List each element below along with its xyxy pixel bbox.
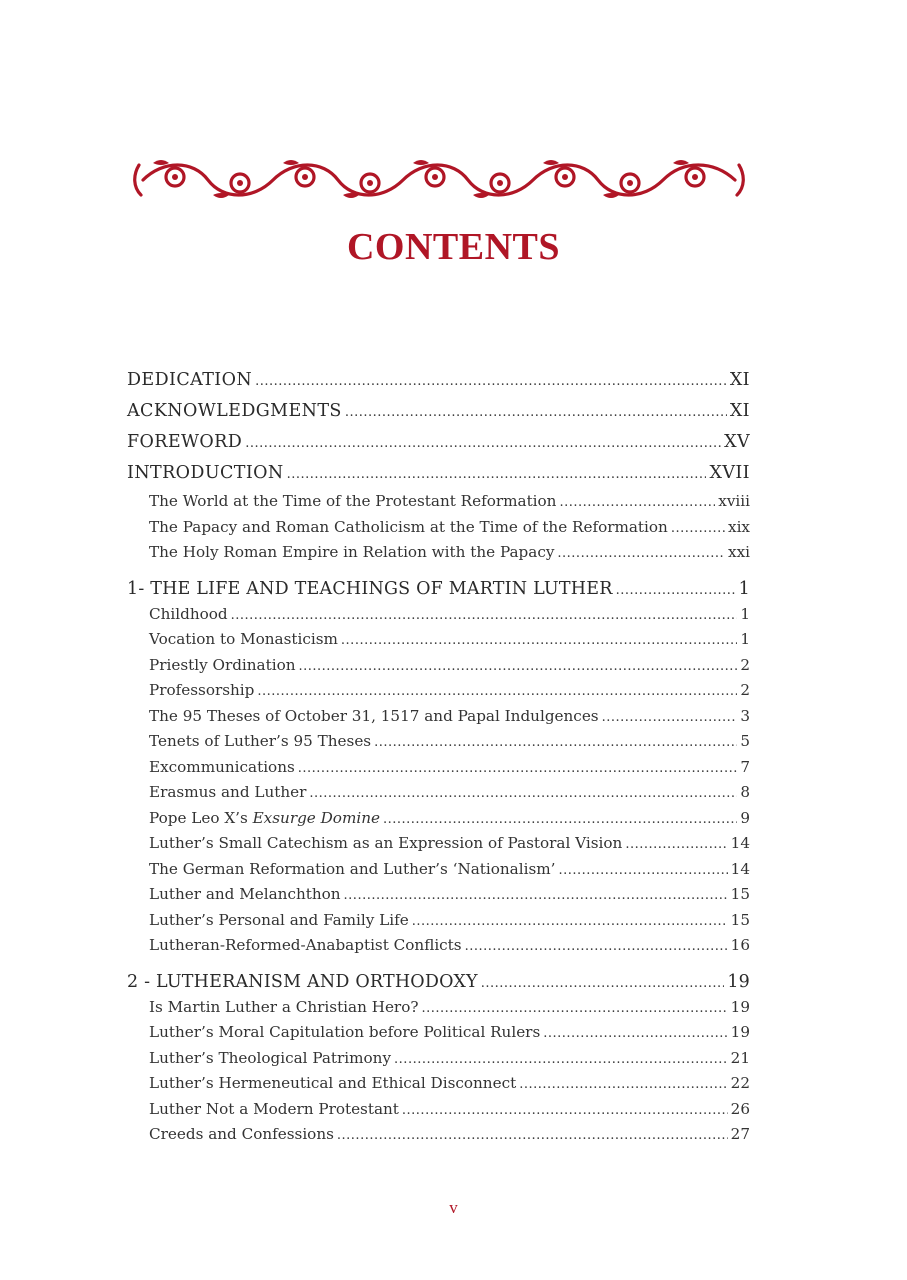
toc-subentry[interactable]	[127, 1071, 750, 1097]
toc-entry-dedication[interactable]	[127, 365, 750, 396]
toc-subentry-title: Is Martin Luther a Christian Hero?	[149, 997, 419, 1016]
toc-subentry[interactable]	[127, 489, 750, 515]
dot-leader	[231, 603, 738, 629]
dot-leader	[559, 490, 715, 516]
toc-subentry[interactable]	[127, 831, 750, 857]
dot-leader	[625, 832, 727, 858]
toc-subentry-title: Luther Not a Modern Protestant	[149, 1099, 399, 1118]
toc-subentry-title: Professorship	[149, 681, 255, 699]
toc-chapter-1[interactable]	[127, 576, 750, 602]
table-of-contents	[127, 365, 750, 1148]
dot-leader	[465, 934, 728, 960]
toc-entry-title: INTRODUCTION	[127, 463, 284, 483]
dot-leader	[309, 781, 737, 807]
toc-subentry[interactable]	[127, 678, 750, 704]
toc-entry-introduction[interactable]	[127, 458, 750, 489]
dot-leader	[287, 459, 707, 490]
toc-page-number: 2	[740, 655, 750, 674]
toc-subentry-title: The German Reformation and Luther’s ‘Nationalism’	[149, 859, 556, 878]
toc-subentry-title: Luther’s Personal and Family Life	[149, 910, 409, 929]
dot-leader	[255, 366, 727, 397]
toc-subentry-title: Luther and Melanchthon	[149, 885, 341, 903]
toc-chapter-2[interactable]	[127, 969, 750, 995]
toc-subentry[interactable]	[127, 704, 750, 730]
toc-page-number: 16	[730, 936, 750, 954]
toc-page-number: 14	[730, 834, 750, 852]
dot-leader	[337, 1123, 728, 1149]
toc-subentry-title	[149, 806, 380, 832]
dot-leader	[257, 679, 737, 705]
toc-subentry-title: Luther’s Small Catechism as an Expression of Pastoral Vision	[149, 834, 623, 852]
toc-subentry-title: Excommunications	[149, 757, 295, 776]
toc-subentry[interactable]	[127, 995, 750, 1021]
toc-subentry[interactable]	[127, 755, 750, 781]
toc-page-number: 21	[730, 1048, 750, 1067]
toc-subentry-title: The World at the Time of the Protestant Reformation	[149, 492, 557, 510]
toc-page-number: 8	[740, 783, 750, 801]
page-number: v	[449, 1198, 458, 1217]
toc-subentry[interactable]	[127, 857, 750, 883]
toc-subentry-title: Childhood	[149, 604, 228, 623]
toc-entry-foreword[interactable]	[127, 427, 750, 458]
toc-page-number: 15	[730, 910, 750, 929]
toc-entry-title: FOREWORD	[127, 432, 243, 452]
toc-page-number: 5	[740, 732, 750, 750]
toc-page-number: 2	[740, 681, 750, 699]
scroll-ornament-icon	[133, 155, 745, 205]
dot-leader	[245, 428, 721, 459]
toc-page-number: xix	[728, 517, 750, 536]
dot-leader	[341, 628, 737, 654]
dot-leader	[543, 1021, 727, 1047]
dot-leader	[421, 996, 727, 1022]
toc-page-number: 14	[730, 859, 750, 878]
toc-subentry-title-italic: Exsurge Domine	[252, 808, 380, 827]
toc-page-number: 1	[740, 604, 750, 623]
toc-page-number: 19	[727, 971, 750, 992]
dot-leader	[519, 1072, 727, 1098]
toc-page-number: 26	[730, 1099, 750, 1118]
toc-subentry[interactable]	[127, 806, 750, 832]
toc-page-number: 1	[740, 630, 750, 648]
toc-subentry[interactable]	[127, 908, 750, 934]
toc-subentry-title: Vocation to Monasticism	[149, 630, 338, 648]
toc-chapter-title: 1- THE LIFE AND TEACHINGS OF MARTIN LUTHER	[127, 578, 613, 599]
dot-leader	[402, 1098, 728, 1124]
toc-subentry[interactable]	[127, 515, 750, 541]
toc-subentry-title: Lutheran-Reformed-Anabaptist Conflicts	[149, 936, 462, 954]
toc-page-number: 9	[740, 808, 750, 827]
toc-page-number: 19	[730, 1023, 750, 1041]
toc-entry-acknowledgments[interactable]	[127, 396, 750, 427]
dot-leader	[557, 541, 725, 567]
dot-leader	[671, 516, 725, 542]
toc-entry-title: ACKNOWLEDGMENTS	[127, 401, 342, 421]
dot-leader	[345, 397, 727, 428]
toc-subentry-title: Creeds and Confessions	[149, 1125, 334, 1143]
dot-leader	[344, 883, 728, 909]
dot-leader	[383, 807, 737, 833]
toc-subentry-title: Erasmus and Luther	[149, 783, 307, 801]
toc-subentry-title: The Papacy and Roman Catholicism at the Time of the Reformation	[149, 517, 668, 536]
toc-subentry-title: Priestly Ordination	[149, 655, 296, 674]
toc-subentry-title: Tenets of Luther’s 95 Theses	[149, 732, 372, 750]
toc-subentry-title: Luther’s Moral Capitulation before Political Rulers	[149, 1023, 541, 1041]
toc-page-number: 1	[738, 578, 750, 599]
toc-page-number: 27	[730, 1125, 750, 1143]
toc-subentry-title-prefix: Pope Leo X’s	[149, 808, 253, 827]
toc-subentry[interactable]	[127, 882, 750, 908]
dot-leader	[412, 909, 728, 935]
toc-subentry-title: The 95 Theses of October 31, 1517 and Papal Indulgences	[149, 706, 599, 725]
toc-subentry[interactable]	[127, 729, 750, 755]
dot-leader	[481, 971, 725, 997]
toc-page-number: 19	[730, 997, 750, 1016]
toc-subentry[interactable]	[127, 627, 750, 653]
dot-leader	[298, 756, 738, 782]
dot-leader	[374, 730, 737, 756]
toc-page-number: xviii	[718, 492, 750, 510]
page-title: CONTENTS	[346, 226, 561, 268]
toc-page-number: xxi	[728, 543, 750, 561]
toc-page-number: XI	[729, 401, 750, 421]
dot-leader	[602, 705, 738, 731]
dot-leader	[558, 858, 727, 884]
dot-leader	[616, 578, 736, 604]
toc-page-number: XVII	[709, 463, 750, 483]
toc-subentry[interactable]	[127, 602, 750, 628]
toc-subentry[interactable]	[127, 1020, 750, 1046]
toc-subentry[interactable]	[127, 933, 750, 959]
toc-subentry[interactable]	[127, 780, 750, 806]
toc-page-number: 3	[740, 706, 750, 725]
toc-chapter-title: 2 - LUTHERANISM AND ORTHODOXY	[127, 971, 478, 992]
dot-leader	[299, 654, 738, 680]
toc-subentry[interactable]	[127, 1046, 750, 1072]
toc-subentry[interactable]	[127, 1122, 750, 1148]
toc-page-number: 15	[730, 885, 750, 903]
toc-page-number: 7	[740, 757, 750, 776]
toc-page-number: 22	[730, 1074, 750, 1092]
toc-subentry[interactable]	[127, 540, 750, 566]
toc-subentry[interactable]	[127, 653, 750, 679]
toc-subentry-title: The Holy Roman Empire in Relation with the Papacy	[149, 543, 555, 561]
toc-subentry-title: Luther’s Hermeneutical and Ethical Disconnect	[149, 1074, 517, 1092]
toc-page-number: XV	[724, 432, 750, 452]
toc-subentry-title: Luther’s Theological Patrimony	[149, 1048, 392, 1067]
dot-leader	[394, 1047, 728, 1073]
toc-page-number: XI	[729, 370, 750, 390]
toc-subentry[interactable]	[127, 1097, 750, 1123]
toc-entry-title: DEDICATION	[127, 370, 253, 390]
